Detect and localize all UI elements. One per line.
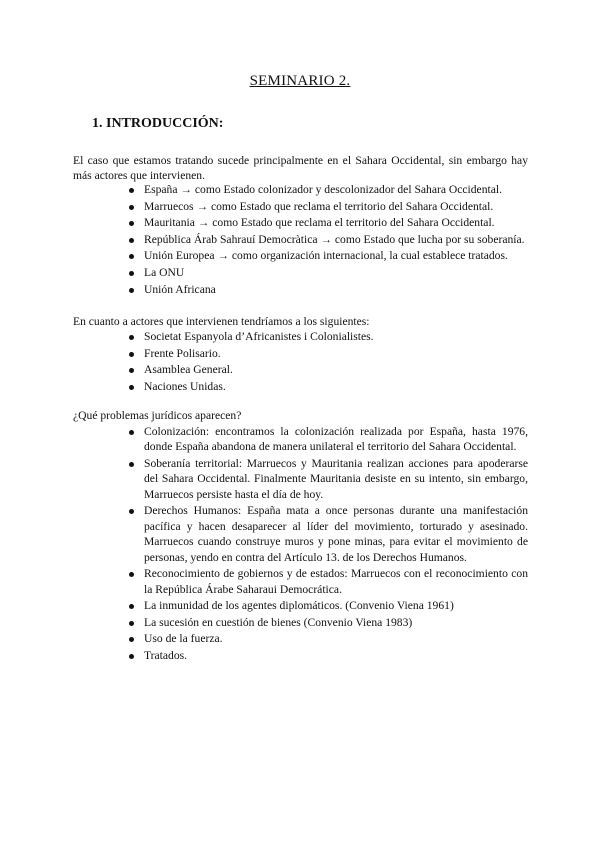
intro-paragraph: El caso que estamos tratando sucede principalmente en el Sahara Occidental, sin embargo hay más actores que intervienen. bbox=[73, 154, 528, 183]
list-item: Derechos Humanos: España mata a once personas durante una manifestación pacífica y hacen desaparecer al líder del movimiento, torturado y asesinado. Marruecos cuando construye muros y pone minas, para evitar el movimiento de personas, yendo en contra del Artículo 13. de los Derechos Humanos. bbox=[128, 503, 528, 565]
list-item: Frente Polisario. bbox=[128, 346, 528, 361]
actors-paragraph: En cuanto a actores que intervienen tendríamos a los siguientes: bbox=[73, 315, 370, 328]
list-item: Naciones Unidas. bbox=[128, 379, 528, 394]
actors-bullet-list bbox=[128, 182, 528, 298]
list-item: Asamblea General. bbox=[128, 362, 528, 377]
legal-problems-list bbox=[128, 424, 528, 665]
list-item: Marruecos → como Estado que reclama el territorio del Sahara Occidental. bbox=[128, 199, 528, 214]
list-item: Tratados. bbox=[128, 648, 528, 663]
list-item: Soberanía territorial: Marruecos y Mauritania realizan acciones para apoderarse del Sahara Occidental. Finalmente Mauritania desiste en su intento, sin embargo, Marruecos persiste hasta el día de hoy. bbox=[128, 456, 528, 502]
list-item: La inmunidad de los agentes diplomáticos. (Convenio Viena 1961) bbox=[128, 598, 528, 613]
list-item: España → como Estado colonizador y descolonizador del Sahara Occidental. bbox=[128, 182, 528, 197]
list-item: La ONU bbox=[128, 265, 528, 280]
list-item: Colonización: encontramos la colonización realizada por España, hasta 1976, donde España abandona de manera unilateral el territorio del Sahara Occidental. bbox=[128, 424, 528, 455]
list-item: Uso de la fuerza. bbox=[128, 631, 528, 646]
list-item: Unión Europea → como organización internacional, la cual establece tratados. bbox=[128, 248, 528, 263]
intervening-actors-list bbox=[128, 329, 528, 395]
list-item: Mauritania → como Estado que reclama el territorio del Sahara Occidental. bbox=[128, 215, 528, 230]
list-item: Reconocimiento de gobiernos y de estados: Marruecos con el reconocimiento con la República Árabe Saharaui Democrática. bbox=[128, 566, 528, 597]
problems-question: ¿Qué problemas jurídicos aparecen? bbox=[73, 409, 242, 422]
section-heading: 1. INTRODUCCIÓN: bbox=[92, 116, 224, 131]
document-title: SEMINARIO 2. bbox=[249, 73, 351, 89]
list-item: República Árab Sahrauí Democràtica → como Estado que lucha por su soberanía. bbox=[128, 232, 528, 247]
list-item: La sucesión en cuestión de bienes (Convenio Viena 1983) bbox=[128, 615, 528, 630]
list-item: Unión Africana bbox=[128, 282, 528, 297]
list-item: Societat Espanyola d’Africanistes i Colonialistes. bbox=[128, 329, 528, 344]
